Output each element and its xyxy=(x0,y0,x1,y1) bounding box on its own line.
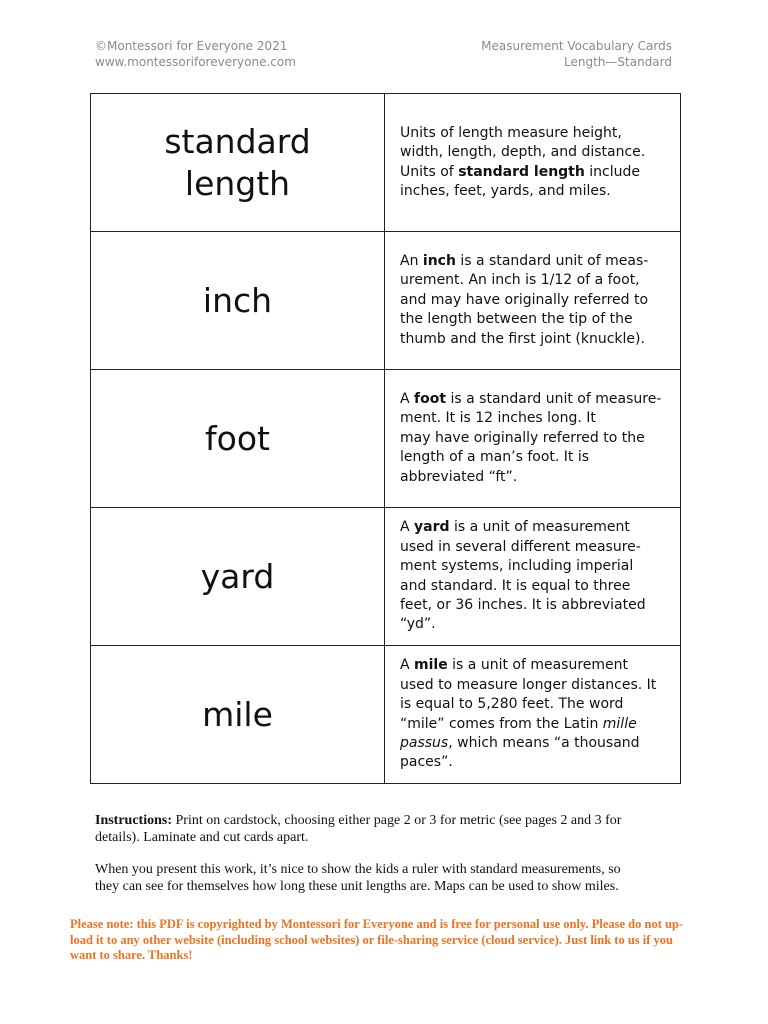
definition-segment: is a unit of measurement xyxy=(447,657,629,674)
presentation-line1: When you present this work, it’s nice to show the kids a ruler with standard measurements, so xyxy=(95,862,621,877)
term-card xyxy=(91,646,385,784)
definition-keyword: mile xyxy=(414,657,448,674)
definition-keyword: yard xyxy=(414,519,450,536)
definition-segment: and may have originally referred to xyxy=(400,291,649,308)
definition-segment: abbreviated “ft”. xyxy=(400,468,518,485)
definition-segment: is a unit of measurement xyxy=(449,519,630,536)
term-card xyxy=(91,94,385,232)
presentation-paragraph xyxy=(95,861,675,895)
definition-segment: is a standard unit of measure- xyxy=(446,390,662,407)
notice-line1: Please note: this PDF is copyrighted by Montessori for Everyone and is free for personal use only. Please do not up- xyxy=(70,917,684,931)
definition-keyword: foot xyxy=(414,390,447,407)
term-line: yard xyxy=(200,556,275,596)
definition-italic: mille xyxy=(602,715,637,732)
definition-segment: and standard. It is equal to three xyxy=(400,577,631,594)
definition-text xyxy=(400,124,668,202)
definition-segment: thumb and the first joint (knuckle). xyxy=(400,330,645,347)
instructions-paragraph xyxy=(95,812,675,846)
term-card xyxy=(91,508,385,646)
definition-card xyxy=(385,646,681,784)
definition-italic: passus xyxy=(400,734,449,751)
definition-segment: urement. An inch is 1/12 of a foot, xyxy=(400,272,640,289)
presentation-line2: they can see for themselves how long these unit lengths are. Maps can be used to show miles. xyxy=(95,879,619,894)
term-line: length xyxy=(184,163,291,203)
notice-line2: load it to any other website (including school websites) or file-sharing service (cloud service). Just link to us if you xyxy=(70,932,673,947)
definition-segment: Units of xyxy=(400,163,459,180)
definition-keyword: inch xyxy=(422,252,456,269)
definition-segment: the length between the tip of the xyxy=(400,311,633,328)
definition-segment: A xyxy=(400,657,415,674)
term-line: foot xyxy=(205,418,270,458)
term-word xyxy=(91,121,384,205)
term-word xyxy=(91,694,384,736)
document-title: Measurement Vocabulary Cards xyxy=(481,39,672,53)
copyright-notice xyxy=(70,917,700,964)
definition-text xyxy=(400,390,668,487)
definition-segment: An xyxy=(400,252,423,269)
definition-segment: width, length, depth, and distance. xyxy=(400,144,646,161)
website-url: www.montessoriforeveryone.com xyxy=(95,55,296,69)
card-row xyxy=(91,94,681,232)
definition-card xyxy=(385,94,681,232)
card-row xyxy=(91,232,681,370)
definition-segment: may have originally referred to the xyxy=(400,429,645,446)
term-line: standard xyxy=(164,121,311,161)
definition-text xyxy=(400,656,668,772)
term-word xyxy=(91,280,384,322)
definition-segment: is equal to 5,280 feet. The word xyxy=(400,696,624,713)
term-card xyxy=(91,370,385,508)
instructions-text-line2: details). Laminate and cut cards apart. xyxy=(95,830,309,845)
header-left xyxy=(95,38,296,70)
definition-card xyxy=(385,370,681,508)
definition-segment: “mile” comes from the Latin xyxy=(400,715,603,732)
document-subtitle: Length—Standard xyxy=(564,55,672,69)
definition-segment: ment systems, including imperial xyxy=(400,558,634,575)
definition-segment: Units of length measure height, xyxy=(400,124,622,141)
definition-card xyxy=(385,232,681,370)
definition-segment: paces”. xyxy=(400,754,453,771)
term-line: mile xyxy=(202,694,273,734)
notice-line3: want to share. Thanks! xyxy=(70,948,193,962)
header-right xyxy=(481,38,672,70)
definition-segment: ment. It is 12 inches long. It xyxy=(400,410,596,427)
term-line: inch xyxy=(202,280,273,320)
instructions-label: Instructions: xyxy=(95,813,173,828)
definition-text xyxy=(400,518,668,634)
term-word xyxy=(91,418,384,460)
definition-segment: , which means “a thousand xyxy=(448,734,640,751)
definition-segment: inches, feet, yards, and miles. xyxy=(400,182,611,199)
definition-segment: A xyxy=(400,519,415,536)
card-row xyxy=(91,370,681,508)
definition-keyword: standard length xyxy=(458,163,585,180)
cards-body xyxy=(91,94,681,784)
definition-segment: include xyxy=(584,163,641,180)
definition-segment: feet, or 36 inches. It is abbreviated xyxy=(400,596,646,613)
definition-segment: used to measure longer distances. It xyxy=(400,676,657,693)
definition-segment: “yd”. xyxy=(400,616,436,633)
term-word xyxy=(91,556,384,598)
definition-segment: A xyxy=(400,390,415,407)
instructions-text-line1: Print on cardstock, choosing either page 2 or 3 for metric (see pages 2 and 3 for xyxy=(172,813,622,828)
definition-card xyxy=(385,508,681,646)
card-row xyxy=(91,646,681,784)
copyright-text: ©Montessori for Everyone 2021 xyxy=(95,39,288,53)
definition-segment: length of a man’s foot. It is xyxy=(400,449,590,466)
card-row xyxy=(91,508,681,646)
definition-text xyxy=(400,252,668,349)
vocabulary-cards-table xyxy=(90,93,681,784)
definition-segment: used in several different measure- xyxy=(400,538,641,555)
definition-segment: is a standard unit of meas- xyxy=(455,252,649,269)
term-card xyxy=(91,232,385,370)
